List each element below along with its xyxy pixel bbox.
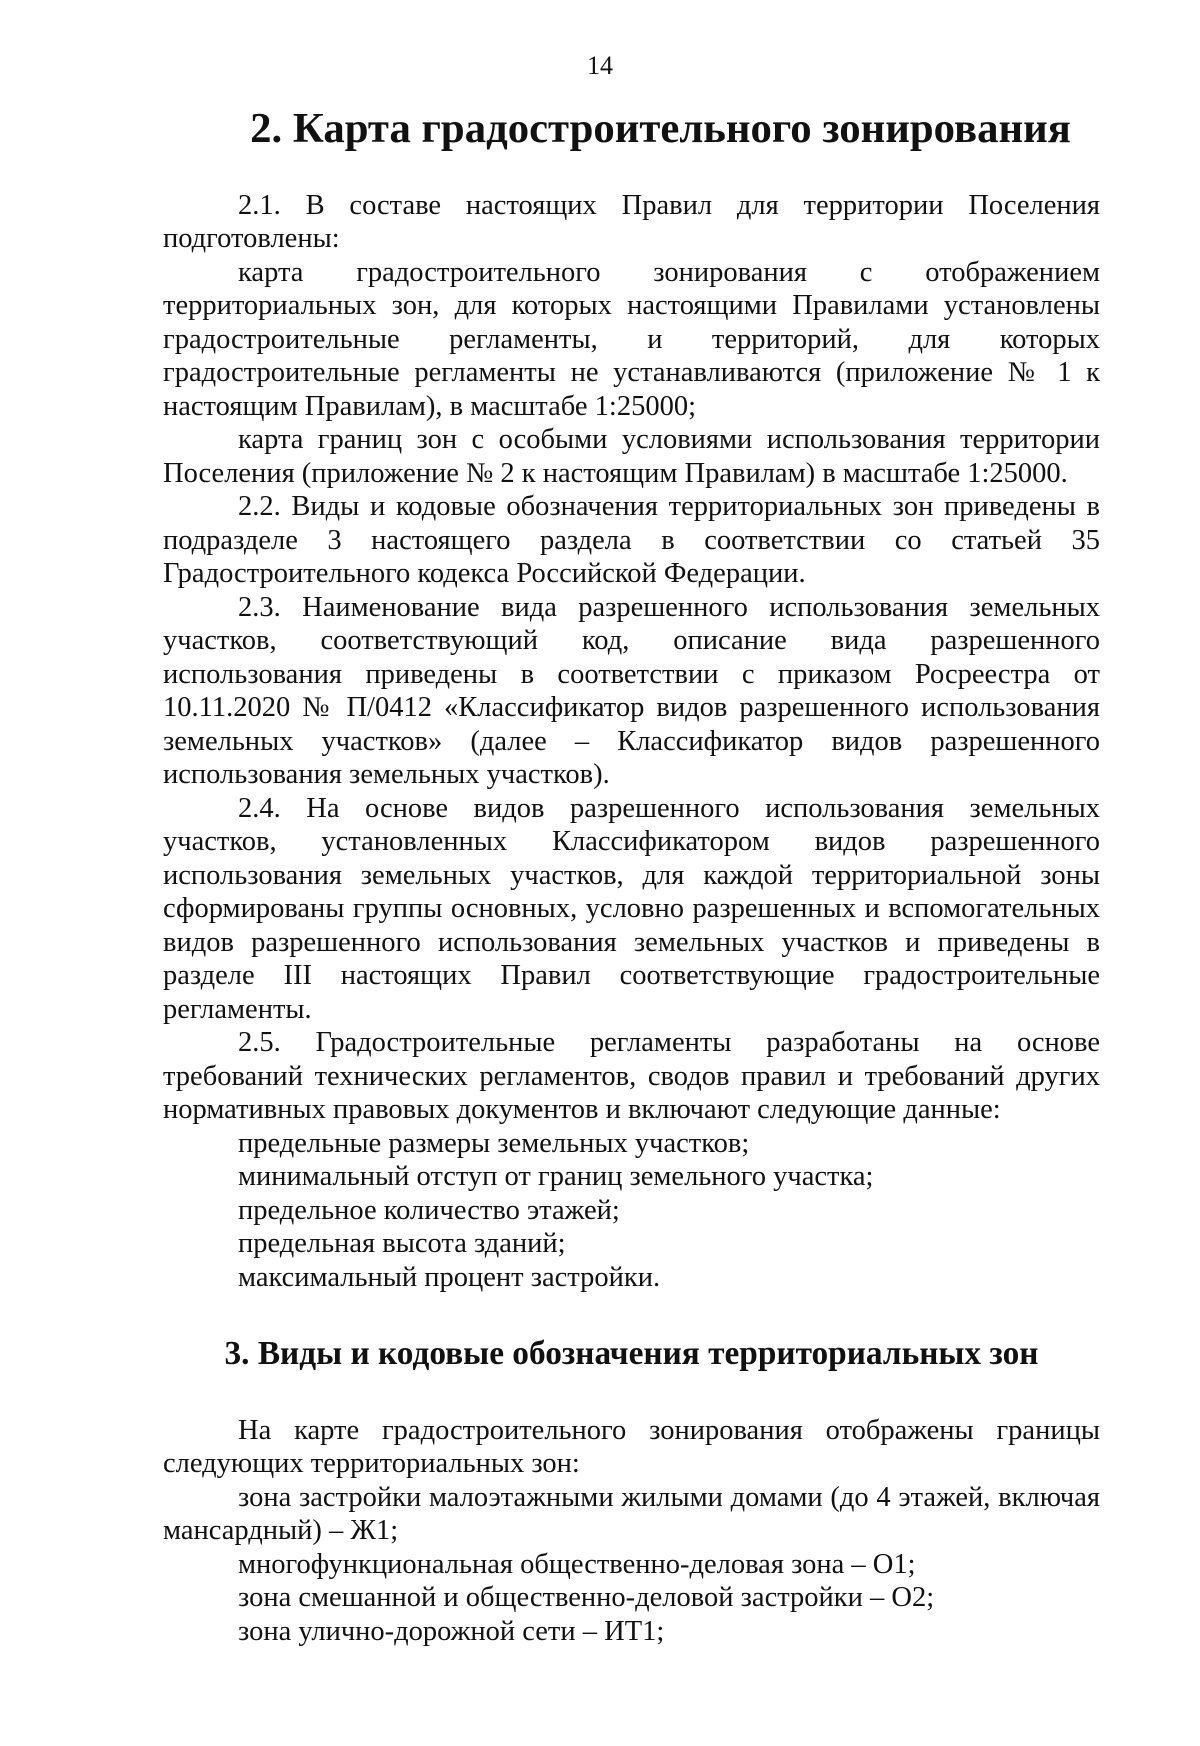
zone-item-it1: зона улично-дорожной сети – ИТ1; — [238, 1615, 665, 1647]
zone-item-zh1: зона застройки малоэтажными жилыми домами (до 4 этажей, включая мансардный) – Ж1; — [163, 1481, 1100, 1546]
paragraph-2-3: 2.3. Наименование вида разрешенного использования земельных участков, соответствующий код, описание вида разрешенного использования приведены в соответствии с приказом Росреестра от 10.11.2020 № П/0412 «Классификатор видов разрешенного использования земельных участков» (далее – Классификатор видов разрешенного использования земельных участков). — [163, 591, 1100, 790]
regulation-list-item: предельная высота зданий; — [238, 1228, 566, 1259]
paragraph-2-5: 2.5. Градостроительные регламенты разработаны на основе требований технических регламентов, сводов правил и требований других нормативных правовых документов и включают следующие данные: — [163, 1027, 1100, 1125]
regulation-list-item: минимальный отступ от границ земельного участка; — [238, 1161, 874, 1192]
paragraph-2-4: 2.4. На основе видов разрешенного использования земельных участков, установленных Классификатором видов разрешенного использования земельных участков, для каждой территориальной зоны сформированы группы основных, условно разрешенных и вспомогательных видов разрешенного использования земельных участков и приведены в разделе III настоящих Правил соответствующие градостроительные регламенты. — [163, 792, 1100, 1025]
section-2-heading: 2. Карта градостроительного зонирования — [250, 105, 1071, 152]
regulation-list-item: предельное количество этажей; — [238, 1194, 620, 1226]
section-3-intro: На карте градостроительного зонирования отображены границы следующих территориальных зон: — [163, 1414, 1100, 1479]
document-body — [163, 105, 1100, 1648]
paragraph-2-1-item-1: карта градостроительного зонирования с отображением территориальных зон, для которых настоящими Правилами установлены градостроительные регламенты, и территорий, для которых градостроительные регламенты не устанавливаются (приложение № 1 к настоящим Правилам), в масштабе 1:25000; — [163, 256, 1100, 422]
regulation-list-item: предельные размеры земельных участков; — [238, 1127, 750, 1159]
paragraph-2-1: 2.1. В составе настоящих Правил для территории Поселения подготовлены: — [163, 189, 1100, 254]
regulation-list-item: максимальный процент застройки. — [238, 1261, 661, 1293]
paragraph-2-2: 2.2. Виды и кодовые обозначения территориальных зон приведены в подразделе 3 настоящего раздела в соответствии со статьей 35 Градостроительного кодекса Российской Федерации. — [163, 491, 1100, 589]
zone-item-o2: зона смешанной и общественно-деловой застройки – О2; — [238, 1582, 935, 1613]
section-3-heading: 3. Виды и кодовые обозначения территориальных зон — [224, 1335, 1039, 1372]
zone-item-o1: многофункциональная общественно-деловая зона – О1; — [238, 1548, 916, 1580]
page-number: 14 — [587, 51, 613, 80]
paragraph-2-1-item-2: карта границ зон с особыми условиями использования территории Поселения (приложение № 2 к настоящим Правилам) в масштабе 1:25000. — [163, 424, 1100, 489]
